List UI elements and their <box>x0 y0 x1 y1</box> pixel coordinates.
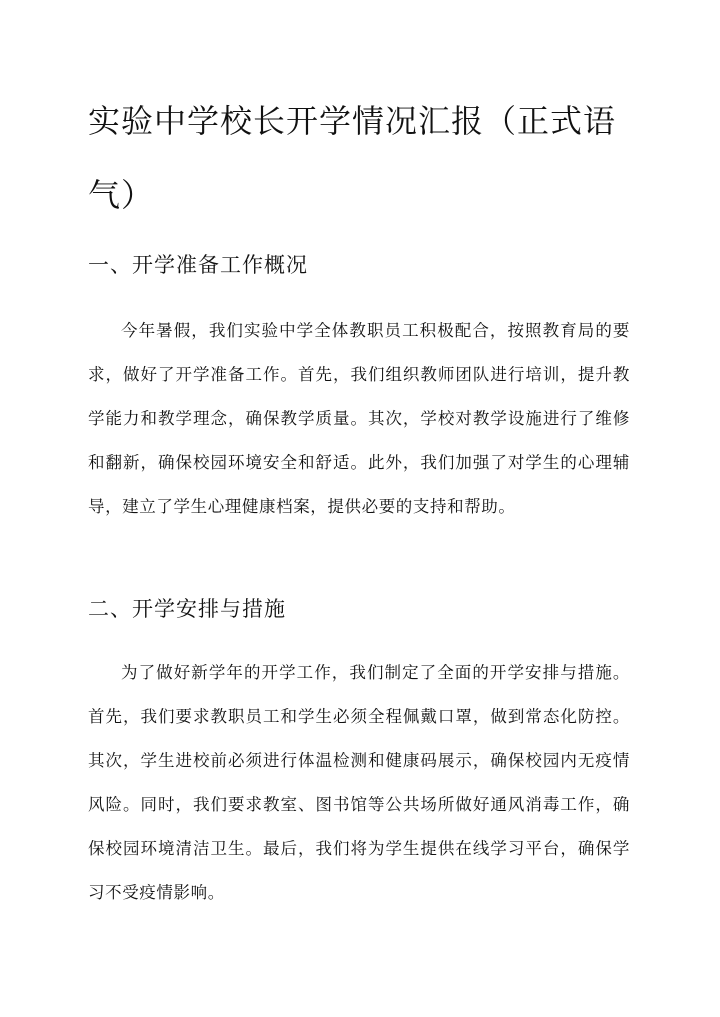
document-title: 实验中学校长开学情况汇报（正式语气） <box>88 102 617 214</box>
section-paragraph-preparation: 今年暑假，我们实验中学全体教职员工积极配合，按照教育局的要求，做好了开学准备工作。首先，我们组织教师团队进行培训，提升教学能力和教学理念，确保教学质量。其次，学校对教学设施进行了维修和翻新，确保校园环境安全和舒适。此外，我们加强了对学生的心理辅导，建立了学生心理健康档案，提供必要的支持和帮助。 <box>88 321 630 516</box>
section-heading-preparation: 一、开学准备工作概况 <box>88 253 308 277</box>
section-paragraph-arrangements: 为了做好新学年的开学工作，我们制定了全面的开学安排与措施。首先，我们要求教职员工和学生必须全程佩戴口罩，做到常态化防控。其次，学生进校前必须进行体温检测和健康码展示，确保校园内无疫情风险。同时，我们要求教室、图书馆等公共场所做好通风消毒工作，确保校园环境清洁卫生。最后，我们将为学生提供在线学习平台，确保学习不受疫情影响。 <box>88 663 630 902</box>
section-heading-arrangements: 二、开学安排与措施 <box>88 597 286 621</box>
